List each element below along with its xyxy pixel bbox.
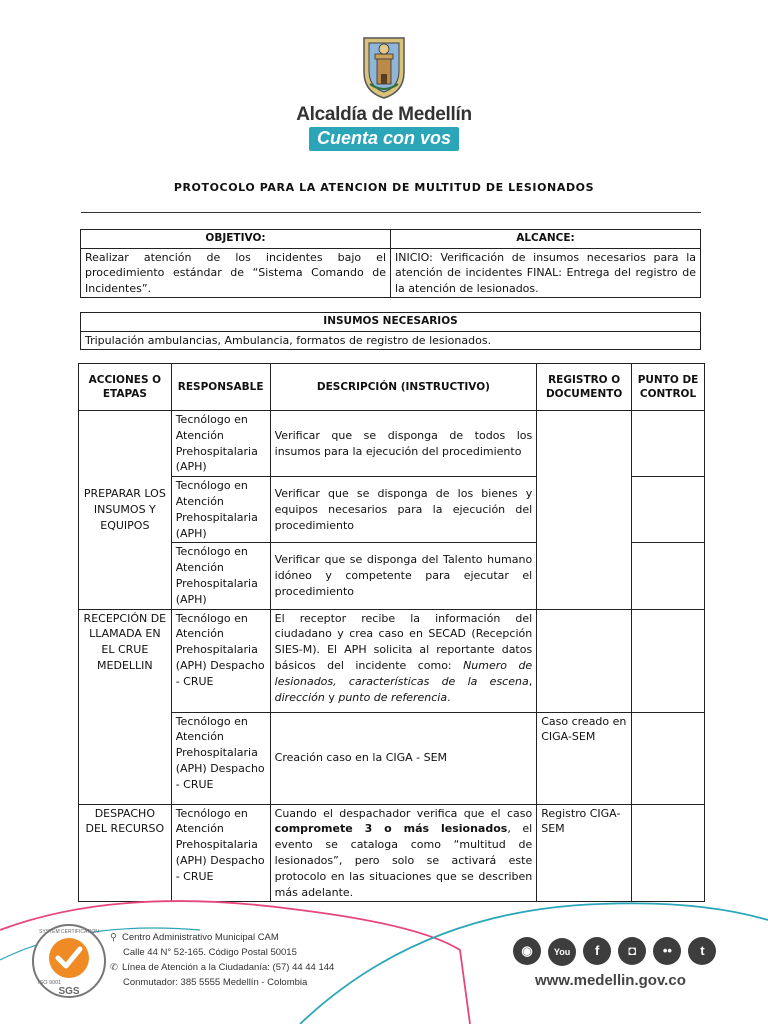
responsable-cell: Tecnólogo en Atención Prehospitalaria (APH) Despacho - CRUE (171, 804, 270, 902)
registro-cell: Caso creado en CIGA-SEM (537, 712, 632, 804)
descripcion-cell (270, 804, 537, 902)
cert-sgs-text: SGS (58, 986, 80, 997)
sgs-certification-seal-icon (30, 922, 108, 1000)
table-row (79, 609, 705, 712)
punto-control-cell (632, 712, 705, 804)
desc-text: . (447, 690, 451, 704)
desc-bold: compromete 3 o más lesionados (274, 822, 508, 836)
descripcion-cell (270, 609, 537, 712)
procedure-table-header (79, 364, 705, 411)
document-title: PROTOCOLO PARA LA ATENCION DE MULTITUD DE LESIONADOS (173, 181, 595, 194)
cert-iso-text: ISO 9001 (38, 980, 62, 986)
desc-text: y (324, 690, 339, 704)
alcance-text: INICIO: Verificación de insumos necesarios para la atención de incidentes FINAL: Entrega del registro de la atención de lesionados. (391, 248, 701, 298)
objetivo-text: Realizar atención de los incidentes bajo el procedimiento estándar de “Sistema Comando de Incidentes”. (81, 248, 391, 298)
procedure-table (78, 363, 705, 902)
descripcion-cell: Verificar que se disponga de los bienes y equipos necesarios para la ejecución del procedimiento (270, 477, 537, 543)
twitter-icon[interactable]: t (688, 937, 716, 965)
table-row (79, 712, 705, 804)
location-pin-icon: ⚲ (110, 932, 117, 943)
alcance-label: ALCANCE: (391, 230, 701, 249)
responsable-cell: Tecnólogo en Atención Prehospitalaria (APH) (171, 411, 270, 477)
org-slogan: Cuenta con vos (309, 127, 459, 151)
registro-cell (537, 609, 632, 712)
responsable-cell: Tecnólogo en Atención Prehospitalaria (APH) Despacho - CRUE (171, 609, 270, 712)
address-line: Centro Administrativo Municipal CAM (122, 932, 279, 943)
header-responsable: RESPONSABLE (171, 364, 270, 411)
footer-address (110, 930, 335, 990)
desc-text: El receptor recibe la información del ciudadano y crea caso en SECAD (Recepción SIES-M). El APH solicita al reportante datos básicos del incidente como: (274, 611, 533, 672)
punto-control-cell (632, 543, 705, 609)
desc-text: Cuando el despachador verifica que el caso (274, 806, 533, 820)
objective-scope-table (80, 229, 701, 298)
responsable-cell: Tecnólogo en Atención Prehospitalaria (APH) (171, 543, 270, 609)
rss-icon[interactable]: ◉ (513, 937, 541, 965)
facebook-icon[interactable]: f (583, 937, 611, 965)
insumos-text: Tripulación ambulancias, Ambulancia, formatos de registro de lesionados. (81, 331, 701, 350)
desc-italic: punto de referencia (338, 690, 448, 704)
youtube-icon[interactable]: You (548, 938, 576, 966)
medellin-crest-icon (360, 34, 408, 100)
punto-control-cell (632, 477, 705, 543)
insumos-label: INSUMOS NECESARIOS (81, 313, 701, 332)
org-name: Alcaldía de Medellín (296, 104, 472, 125)
header-punto-control: PUNTO DE CONTROL (632, 364, 705, 411)
accion-recepcion: RECEPCIÓN DE LLAMADA EN EL CRUE MEDELLIN (79, 609, 172, 804)
desc-text: , (528, 674, 533, 688)
title-divider (81, 212, 701, 213)
registro-cell (537, 411, 632, 610)
responsable-cell: Tecnólogo en Atención Prehospitalaria (APH) Despacho - CRUE (171, 712, 270, 804)
table-row (79, 804, 705, 902)
descripcion-cell: Verificar que se disponga del Talento humano idóneo y competente para ejecutar el procedimiento (270, 543, 537, 609)
header-descripcion: DESCRIPCIÓN (INSTRUCTIVO) (270, 364, 537, 411)
social-icons (513, 937, 718, 966)
header-logo (0, 34, 768, 151)
cert-top-text: SYSTEM CERTIFICATION (39, 929, 99, 935)
accion-despacho: DESPACHO DEL RECURSO (79, 804, 172, 902)
table-row (79, 411, 705, 477)
accion-preparar: PREPARAR LOS INSUMOS Y EQUIPOS (79, 411, 172, 610)
desc-text: , el evento se cataloga como “multitud de lesionados”, pero solo se activará este protocolo en las situaciones que se describen más adelante. (274, 822, 533, 899)
desc-italic: Numero de lesionados, características de la escena (274, 658, 533, 688)
punto-control-cell (632, 411, 705, 477)
desc-italic: dirección (274, 690, 325, 704)
punto-control-cell (632, 609, 705, 712)
objetivo-label: OBJETIVO: (81, 230, 391, 249)
phone-icon: ✆ (110, 962, 118, 973)
instagram-icon[interactable]: ◘ (618, 937, 646, 965)
header-registro: REGISTRO O DOCUMENTO (537, 364, 632, 411)
punto-control-cell (632, 804, 705, 902)
registro-cell: Registro CIGA-SEM (537, 804, 632, 902)
responsable-cell: Tecnólogo en Atención Prehospitalaria (APH) (171, 477, 270, 543)
address-line: Conmutador: 385 5555 Medellín - Colombia (123, 977, 308, 988)
supplies-table (80, 312, 701, 350)
flickr-icon[interactable]: •• (653, 937, 681, 965)
address-line: Línea de Atención a la Ciudadanía: (57) 44 44 144 (122, 962, 335, 973)
descripcion-cell: Creación caso en la CIGA - SEM (270, 712, 537, 804)
website-link[interactable]: www.medellin.gov.co (535, 972, 686, 989)
header-acciones: ACCIONES O ETAPAS (79, 364, 172, 411)
descripcion-cell: Verificar que se disponga de todos los insumos para la ejecución del procedimiento (270, 411, 537, 477)
address-line: Calle 44 N° 52-165. Código Postal 50015 (123, 947, 297, 958)
